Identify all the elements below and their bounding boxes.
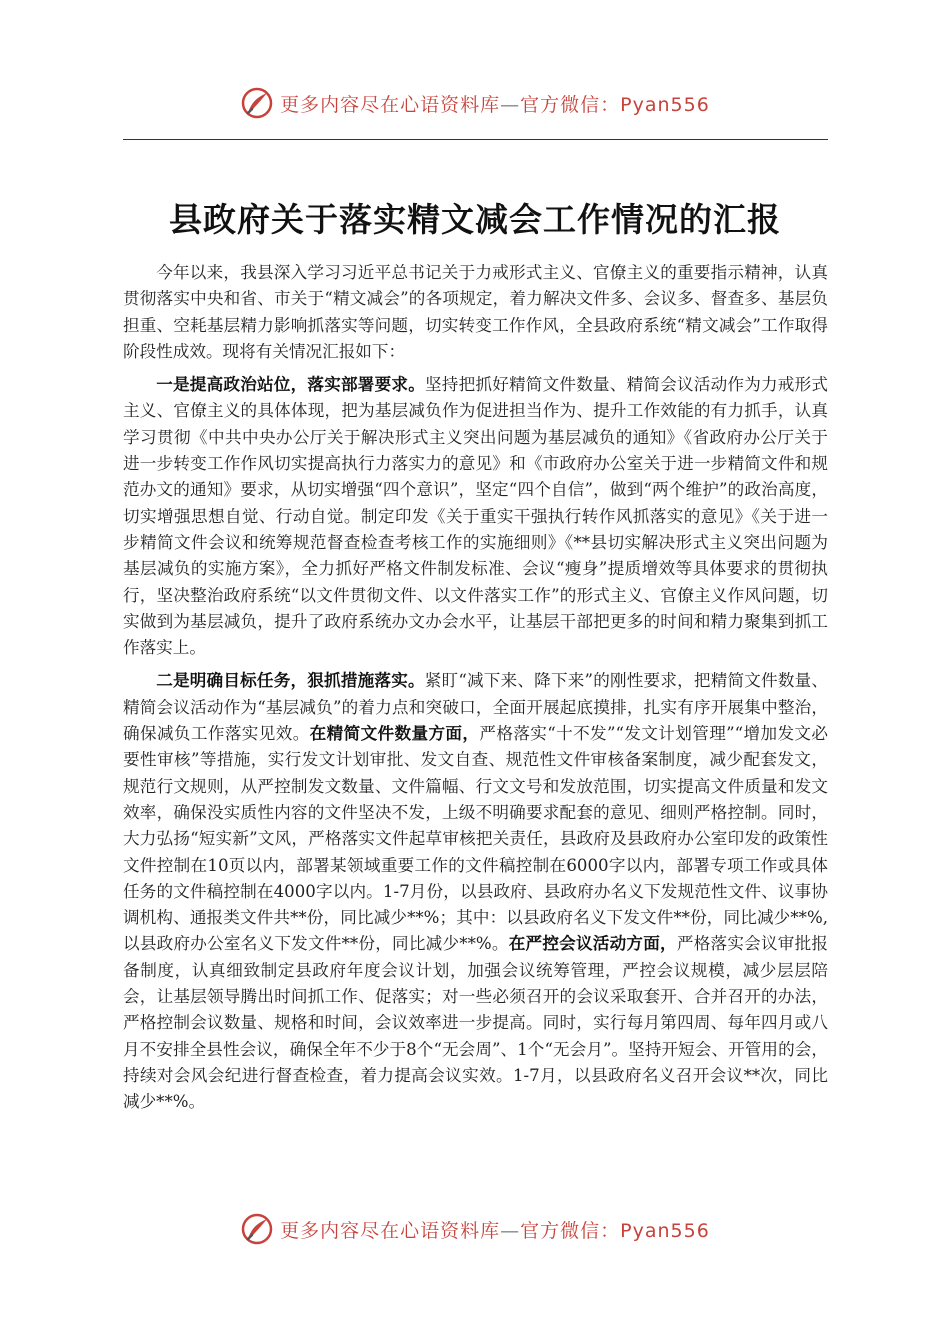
watermark-separator: — xyxy=(500,93,521,116)
section-2-text-3: 严格落实会议审批报备制度，认真细致制定县政府年度会议计划，加强会议统筹管理，严控会议规模，减少层层陪会，让基层领导腾出时间抓工作、促落实；对一些必须召开的会议采取套开、合并召开的办法，严格控制会议数量、规格和时间，会议效率进一步提高。同时，实行每月第四周、每年四月或八月不安排全县性会议，确保全年不少于8个“无会周”、1个“无会月”。坚持开短会、开管用的会，持续对会风会纪进行督查检查，着力提高会议实效。1-7月，以县政府名义召开会议**次，同比减少**%。 xyxy=(123,934,828,1112)
section-2-subheading-2: 在严控会议活动方面， xyxy=(508,934,677,954)
brush-logo-icon xyxy=(240,1212,274,1246)
section-1-heading: 一是提高政治站位，落实部署要求。 xyxy=(156,375,425,395)
section-2-subheading-1: 在精简文件数量方面， xyxy=(309,724,480,744)
section-2-paragraph xyxy=(123,668,828,1115)
watermark-text xyxy=(280,90,710,117)
section-2-heading: 二是明确目标任务，狠抓措施落实。 xyxy=(156,671,425,691)
watermark-wechat: 官方微信：Pyan556 xyxy=(520,1219,710,1242)
footer-watermark-banner xyxy=(0,1212,950,1246)
section-2-text-1: 紧盯“减下来、降下来”的刚性要求，把精简文件数量、精简会议活动作为“基层减负”的着力点和突破口，全面开展起底摸排，扎实有序开展集中整治，确保减负工作落实见效。 xyxy=(123,671,828,744)
header-watermark-banner xyxy=(0,86,950,120)
section-1-paragraph xyxy=(123,372,828,661)
brush-logo-icon xyxy=(240,86,274,120)
intro-paragraph: 今年以来，我县深入学习习近平总书记关于力戒形式主义、官僚主义的重要指示精神，认真贯彻落实中央和省、市关于“精文减会”的各项规定，着力解决文件多、会议多、督查多、基层负担重、空耗基层精力影响抓落实等问题，切实转变工作作风，全县政府系统“精文减会”工作取得阶段性成效。现将有关情况汇报如下： xyxy=(123,263,828,361)
header-divider xyxy=(123,139,828,140)
watermark-wechat: 官方微信：Pyan556 xyxy=(520,93,710,116)
document-body xyxy=(123,260,828,1123)
watermark-site-name: 更多内容尽在心语资料库 xyxy=(280,1219,501,1242)
watermark-text xyxy=(280,1216,710,1243)
watermark-separator: — xyxy=(500,1219,521,1242)
document-title: 县政府关于落实精文减会工作情况的汇报 xyxy=(169,200,781,239)
section-2-text-2: 严格落实“十不发”“发文计划管理”“增加发文必要性审核”等措施，实行发文计划审批、发文自查、规范性文件审核备案制度，减少配套发文，规范行文规则，从严控制发文数量、文件篇幅、行文文号和发放范围，切实提高文件质量和发文效率，确保没实质性内容的文件坚决不发，上级不明确要求配套的意见、细则严格控制。同时，大力弘扬“短实新”文风，严格落实文件起草审核把关责任，县政府及县政府办公室印发的政策性文件控制在10页以内，部署某领域重要工作的文件稿控制在6000字以内，部署专项工作或具体任务的文件稿控制在4000字以内。1-7月份，以县政府、县政府办名义下发规范性文件、议事协调机构、通报类文件共**份，同比减少**%；其中：以县政府名义下发文件**份，同比减少**%, 以县政府办公室名义下发文件**份，同比减少**%。 xyxy=(123,724,829,954)
watermark-site-name: 更多内容尽在心语资料库 xyxy=(280,93,501,116)
section-1-text: 坚持把抓好精简文件数量、精简会议活动作为力戒形式主义、官僚主义的具体体现，把为基层减负作为促进担当作为、提升工作效能的有力抓手，认真学习贯彻《中共中央办公厅关于解决形式主义突出问题为基层减负的通知》《省政府办公厅关于进一步转变工作作风切实提高执行力落实力的意见》和《市政府办公室关于进一步精简文件和规范办文的通知》要求，从切实增强“四个意识”，坚定“四个自信”，做到“两个维护”的政治高度，切实增强思想自觉、行动自觉。制定印发《关于重实干强执行转作风抓落实的意见》《关于进一步精简文件会议和统筹规范督查检查考核工作的实施细则》《**县切实解决形式主义突出问题为基层减负的实施方案》，全力抓好严格文件制发标准、会议“瘦身”提质增效等具体要求的贯彻执行，坚决整治政府系统“以文件贯彻文件、以文件落实工作”的形式主义、官僚主义作风问题，切实做到为基层减负，提升了政府系统办文办会水平，让基层干部把更多的时间和精力聚集到抓工作落实上。 xyxy=(123,375,829,658)
